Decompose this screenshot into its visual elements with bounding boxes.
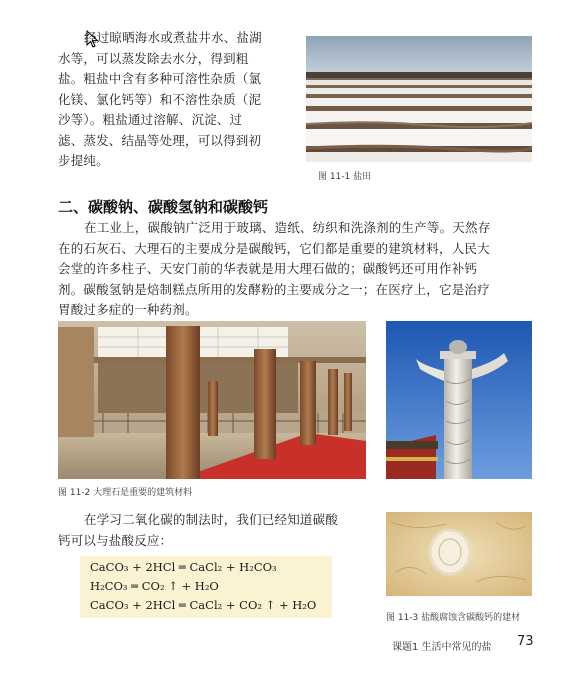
intro-paragraph (58, 28, 290, 172)
section-line: 剂。碳酸氢钠是焙制糕点所用的发酵粉的主要成分之一；在医疗上，它是治疗 (58, 281, 490, 297)
marble-hall-photo (58, 321, 366, 479)
intro-line: 水等，可以蒸发除去水分，得到粗 (58, 50, 249, 66)
corrosion-caption: 图 11-3 盐酸腐蚀含碳酸钙的建材 (386, 613, 521, 623)
section-line: 在工业上，碳酸钠广泛用于玻璃、造纸、纺织和洗涤剂的生产等。天然存 (84, 220, 491, 235)
section-paragraph (58, 218, 538, 321)
running-title: 课题1 生活中常见的盐 (392, 642, 492, 653)
intro-line: 盐。粗盐中含有多种可溶性杂质（氯 (58, 71, 262, 86)
huabiao-photo (386, 321, 532, 479)
equation-3: CaCO₃ + 2HCl ═ CaCl₂ + CO₂ ↑ + H₂O (90, 598, 317, 612)
section-heading: 二、碳酸钠、碳酸氢钠和碳酸钙 (58, 198, 269, 216)
lower-paragraph (58, 510, 358, 551)
intro-line: 步提纯。 (58, 153, 109, 168)
section-line: 在的石灰石、大理石的主要成分是碳酸钙，它们都是重要的建筑材料，人民大 (58, 240, 490, 256)
equation-1: CaCO₃ + 2HCl ═ CaCl₂ + H₂CO₃ (90, 560, 277, 574)
intro-line: 沙等）。粗盐通过溶解、沉淀、过 (58, 112, 243, 127)
section-line: 胃酸过多症的一种药剂。 (58, 302, 198, 317)
intro-line: 化镁、氯化钙等）和不溶性杂质（泥 (58, 91, 262, 107)
section-line: 会堂的许多柱子、天安门前的华表就是用大理石做的；碳酸钙还可用作补钙 (58, 261, 478, 276)
equation-2: H₂CO₃ ═ CO₂ ↑ + H₂O (90, 579, 219, 593)
salt-field-photo (306, 36, 532, 162)
intro-line: 经过晾晒海水或煮盐井水、盐湖 (84, 30, 262, 45)
page-number: 73 (517, 634, 534, 649)
marble-caption: 图 11-2 大理石是重要的建筑材料 (58, 488, 193, 498)
salt-field-caption: 图 11-1 盐田 (318, 172, 372, 182)
corrosion-photo (386, 512, 532, 596)
lower-line: 钙可以与盐酸反应： (58, 532, 173, 548)
intro-line: 滤、蒸发、结晶等处理，可以得到初 (58, 132, 262, 148)
lower-line: 在学习二氧化碳的制法时，我们已经知道碳酸 (84, 512, 339, 527)
